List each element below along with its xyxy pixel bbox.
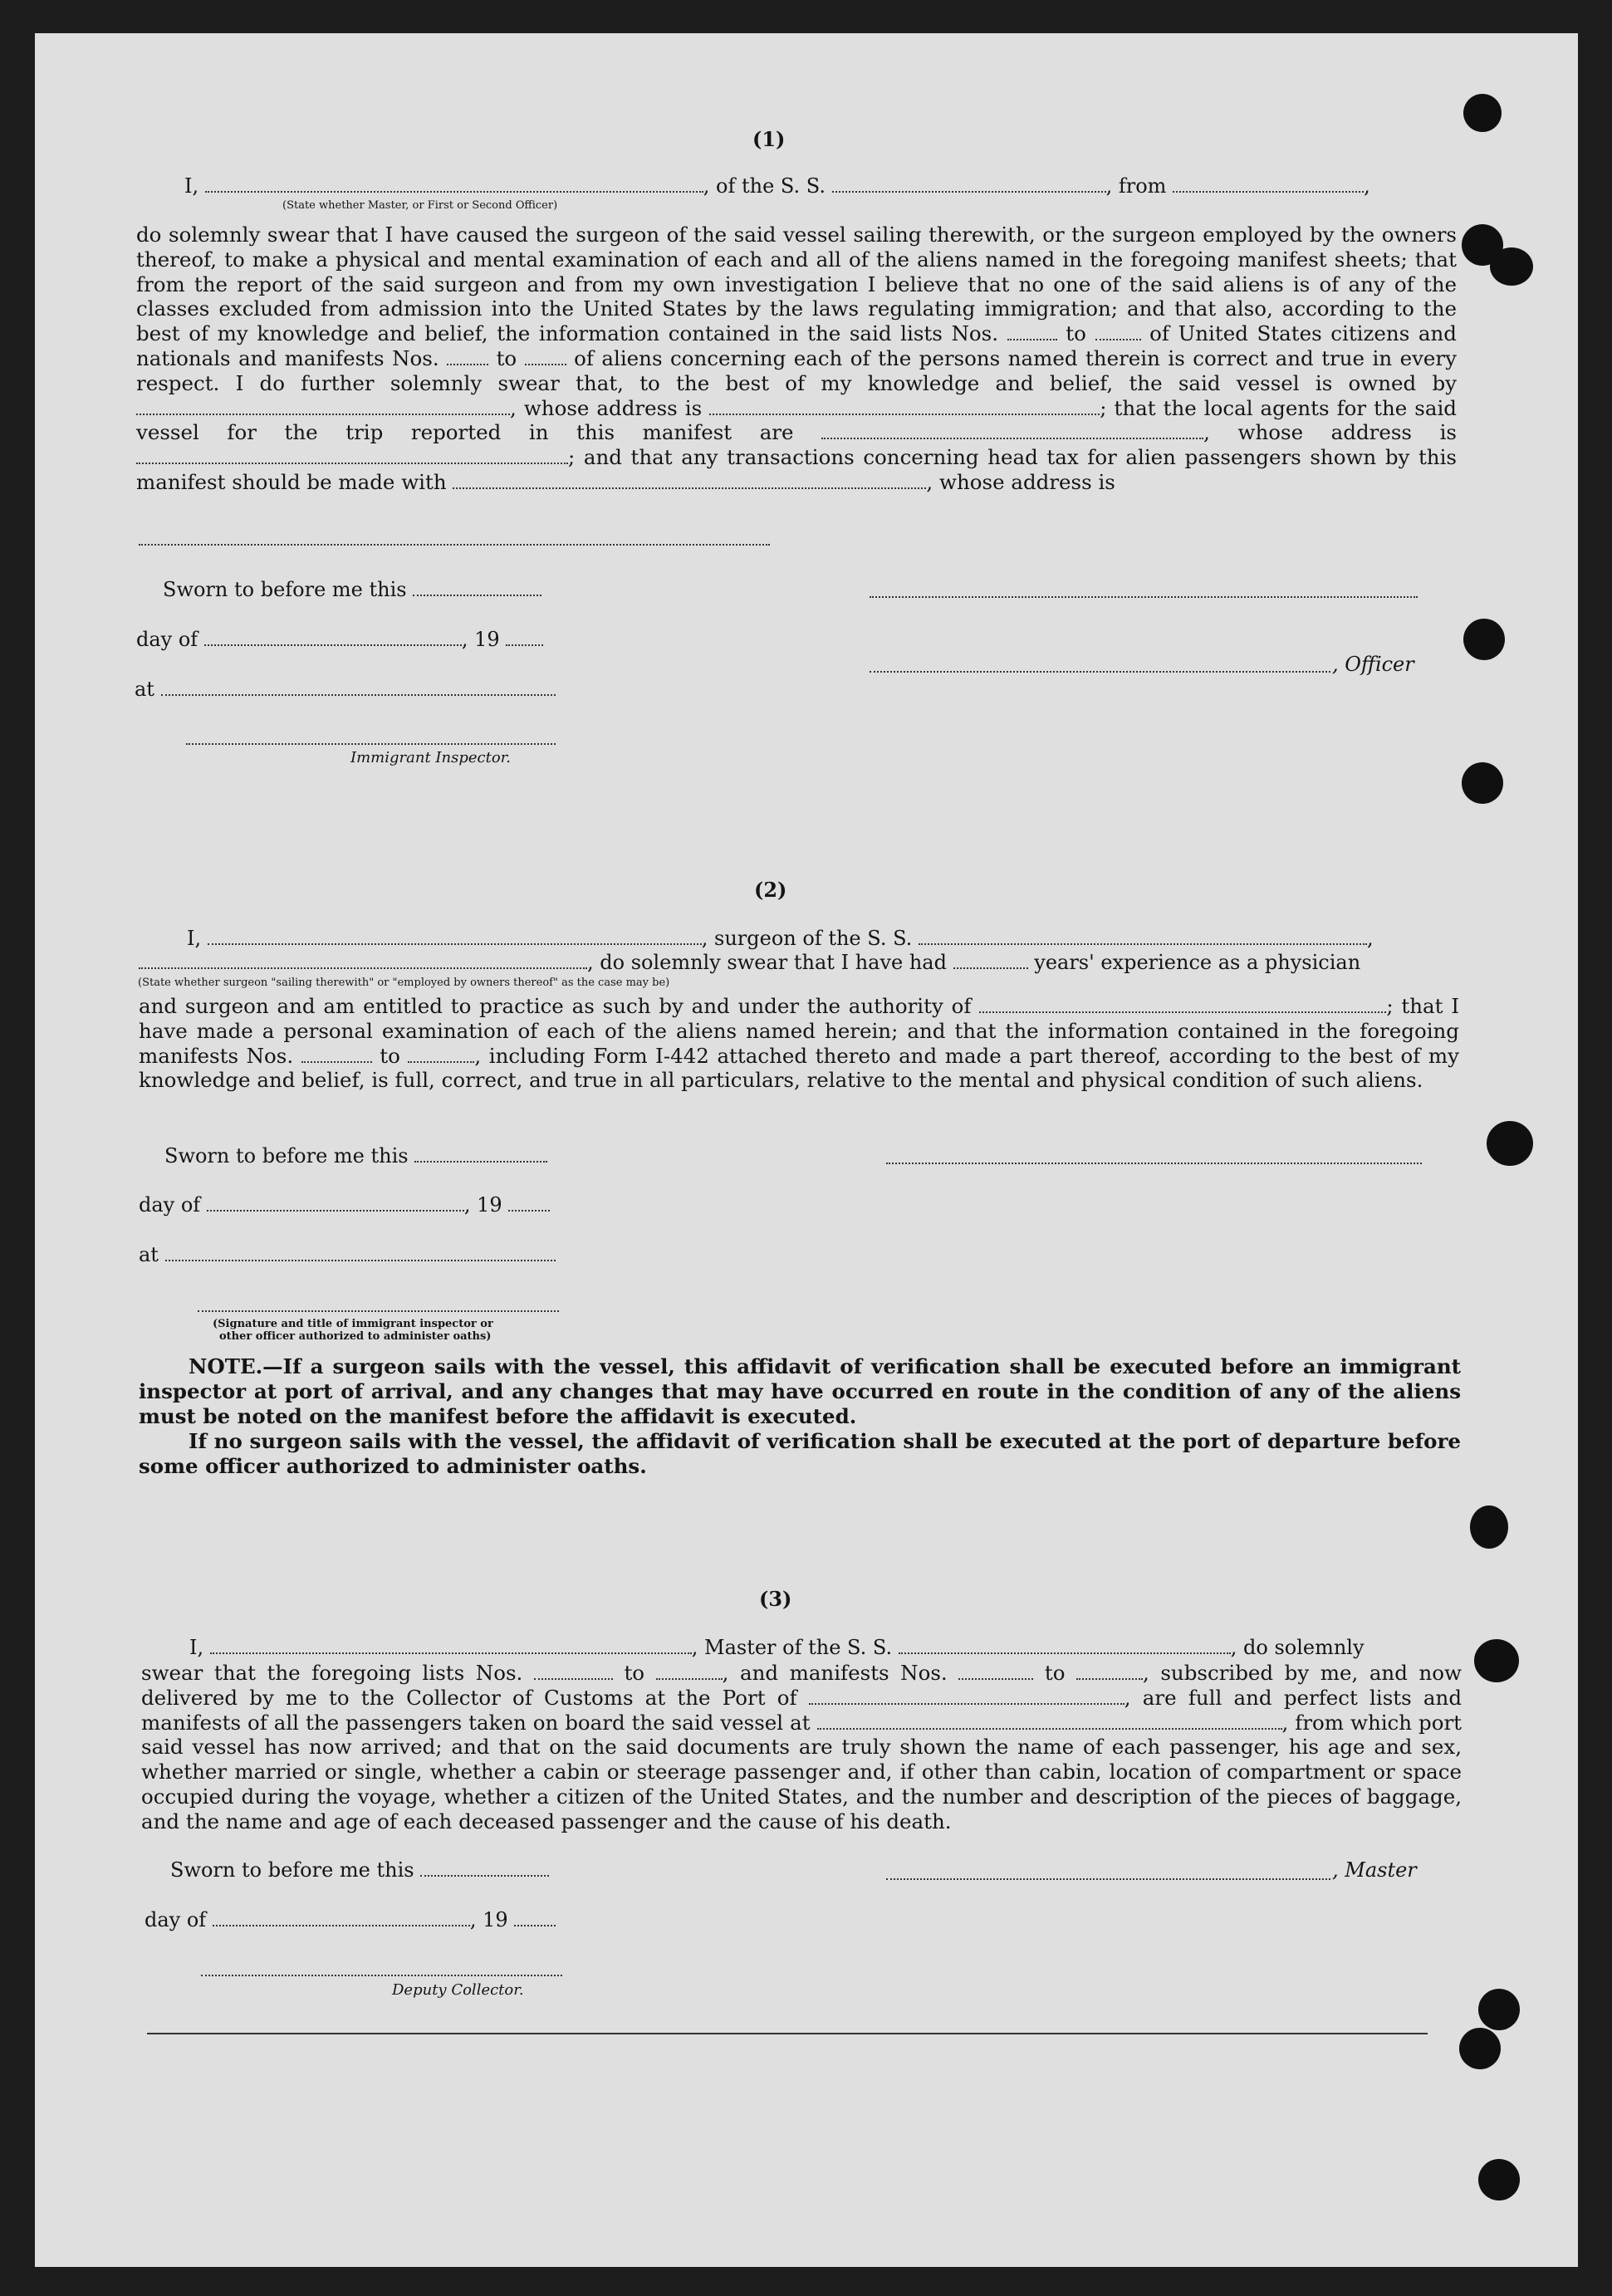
s1-body-text-5: ; and that any transactions concerning head tax for alien passengers shown by this manifest should be made with — [136, 445, 1457, 494]
s3-year-field[interactable] — [514, 1908, 556, 1926]
s3-sworn-line — [170, 1858, 549, 1882]
punch-hole — [1487, 1121, 1533, 1166]
s3-line1 — [189, 1636, 1365, 1660]
s2-body-text-2: that I have made a personal examination of each of the aliens named herein; and that the information contained in the foregoing manifests Nos. — [139, 994, 1460, 1068]
s1-body-text-3: of aliens concerning each of the persons named therein is correct and true in every respect. I do further solemnly swear that, to the best of my knowledge and belief, the said vessel is owned by — [136, 345, 1457, 395]
s3-day-line — [145, 1908, 556, 1932]
note-paragraph-2: If no surgeon sails with the vessel, the affidavit of verification shall be executed at the port of departure before some officer authorized to administer oaths. — [139, 1429, 1461, 1478]
note-text-1: —If a surgeon sails with the vessel, this affidavit of verification shall be executed before an immigrant inspector at port of arrival, and any changes that may have occurred en route in the condition of any of the aliens must be noted on the manifest before the affidavit is executed. — [139, 1354, 1461, 1428]
s3-sworn-day-field[interactable] — [420, 1858, 549, 1877]
s2-vessel-name-field[interactable] — [919, 927, 1367, 945]
s2-swear-label: , do solemnly swear that I have had — [587, 951, 947, 974]
s2-inspector-signature-line[interactable] — [198, 1310, 559, 1312]
s1-inspector-label: Immigrant Inspector. — [350, 749, 512, 766]
s2-at-line — [139, 1243, 556, 1267]
s1-local-agents-field[interactable] — [821, 421, 1203, 439]
s2-body — [139, 994, 1459, 1093]
s2-manifests-to-field[interactable] — [408, 1045, 474, 1063]
punch-hole — [1478, 1989, 1520, 2030]
s2-body-text-1: and surgeon and am entitled to practice as such by and under the authority of — [139, 994, 972, 1018]
s1-year-label: , 19 — [461, 628, 500, 651]
s1-manifests-to-field[interactable] — [525, 347, 566, 365]
s3-lists-to-field[interactable] — [656, 1662, 723, 1680]
s1-officer-signature-line[interactable] — [870, 596, 1418, 598]
s1-body-to-2: to — [496, 345, 517, 370]
s2-line2 — [139, 951, 1360, 975]
s1-officer-line[interactable] — [870, 671, 1330, 673]
s1-i-label: I, — [184, 174, 199, 198]
s2-type-instruction: (State whether surgeon "sailing therewith" or "employed by owners thereof" as the case may be) — [138, 977, 670, 989]
s1-body-address-label-2: , whose address is — [926, 469, 1115, 494]
s2-day-of-label: day of — [139, 1193, 201, 1217]
s1-officer-rank-field[interactable] — [205, 174, 703, 193]
s1-manifests-from-field[interactable] — [447, 347, 488, 365]
s1-rank-instruction: (State whether Master, or First or Second Officer) — [282, 199, 558, 212]
s3-body-text-5: , from which port said vessel has now arrived; and that on the said documents are truly shown the name of each passenger, his age and sex, whether married or single, whether a cabin or steerage passenger and, if other than cabin, location of compartment or space occupied during the voyage, whether a citizen of the United States, and the number and description of the pieces of baggage, and the name and age of each deceased passenger and the cause of his death. — [141, 1710, 1463, 1833]
s3-month-field[interactable] — [213, 1908, 470, 1926]
s1-line1 — [184, 174, 1370, 198]
section-3-number: (3) — [759, 1587, 792, 1611]
s2-sworn-label: Sworn to before me this — [164, 1144, 409, 1168]
s2-at-label: at — [139, 1243, 159, 1266]
s1-vessel-name-field[interactable] — [832, 174, 1106, 193]
s1-day-line — [136, 628, 543, 652]
punch-hole — [1459, 2028, 1501, 2069]
s2-sworn-day-field[interactable] — [414, 1144, 547, 1163]
s1-body-comma: , — [1203, 420, 1210, 445]
s3-year-label: , 19 — [469, 1908, 508, 1931]
s2-body-text-3: , including Form I-442 attached thereto and made a part thereof, according to the best of my knowledge and belief, is full, correct, and true in all particulars, relative to the mental and physical condition of such aliens. — [139, 1043, 1459, 1093]
s3-body-to-1: to — [624, 1661, 645, 1685]
s2-manifests-from-field[interactable] — [301, 1045, 372, 1063]
s1-body-text-4: that the local agents for the said vessel for the trip reported in this manifest are — [136, 395, 1457, 445]
s2-sig-caption-2: other officer authorized to administer oaths) — [219, 1330, 492, 1343]
s3-body-text-1: swear that the foregoing lists Nos. — [141, 1661, 523, 1685]
s3-body-text-2: , and manifests Nos. — [722, 1661, 948, 1685]
s2-authority-field[interactable] — [979, 995, 1386, 1013]
s1-from-label: , from — [1105, 174, 1167, 198]
document-page — [35, 33, 1578, 2267]
s3-master-sig-label: , Master — [1332, 1858, 1417, 1882]
s3-deputy-label: Deputy Collector. — [392, 1981, 524, 1999]
s2-sworn-line — [164, 1144, 547, 1168]
s2-body-semicolon: ; — [1386, 994, 1394, 1018]
s1-inspector-signature-line[interactable] — [186, 743, 556, 745]
s2-surgeon-label: , surgeon of the S. S. — [701, 927, 913, 950]
s3-i-label: I, — [189, 1636, 204, 1659]
s2-line1 — [187, 927, 1374, 951]
s2-day-line — [139, 1193, 550, 1217]
s1-lists-from-field[interactable] — [1007, 322, 1057, 340]
s2-surgeon-name-field[interactable] — [208, 927, 702, 945]
s3-body — [141, 1661, 1462, 1834]
s2-surgeon-type-field[interactable] — [139, 951, 587, 969]
s1-body — [136, 223, 1457, 495]
s2-years-field[interactable] — [953, 951, 1028, 969]
s3-body-text-3: , subscribed by me, and now delivered by me to the Collector of Customs at the Port of — [141, 1661, 1462, 1710]
s2-at-place-field[interactable] — [165, 1243, 556, 1261]
s1-body-text-1: do solemnly swear that I have caused the surgeon of the said vessel sailing therewith, or the surgeon employed by the owners thereof, to make a physical and mental examination of each and all of the aliens named in the foregoing manifest sheets; that from the report of the said surgeon and from my own investigation I believe that no one of the said aliens is of any of the classes excluded from admission into the United States by the laws regulating immigration; and that also, according to the best of my knowledge and belief, the information contained in the said lists Nos. — [136, 223, 1457, 346]
s2-years-label: years' experience as a physician — [1034, 951, 1361, 974]
s3-master-signature-line[interactable] — [886, 1878, 1330, 1880]
s1-sworn-day-field[interactable] — [413, 578, 541, 596]
s1-head-tax-address-field[interactable] — [139, 544, 770, 546]
punch-hole — [1474, 1639, 1519, 1682]
s2-sig-caption-1: (Signature and title of immigrant inspector or — [213, 1318, 493, 1330]
s1-year-field[interactable] — [506, 628, 543, 646]
s1-body-semicolon: ; — [1100, 395, 1107, 420]
s1-body-text-2: of United States citizens and nationals and manifests Nos. — [136, 321, 1457, 370]
s2-surgeon-signature-line[interactable] — [886, 1163, 1422, 1164]
bottom-rule — [147, 2033, 1428, 2034]
s2-body-to: to — [380, 1043, 400, 1068]
s3-deputy-signature-line[interactable] — [201, 1975, 562, 1976]
s3-manifests-from-field[interactable] — [958, 1662, 1033, 1680]
punch-hole — [1463, 619, 1505, 660]
section-1-number: (1) — [752, 127, 786, 151]
s2-i-label: I, — [187, 927, 202, 950]
s3-day-of-label: day of — [145, 1908, 207, 1931]
note-paragraph-1 — [139, 1354, 1461, 1428]
s3-body-text-4: , are full and perfect lists and manifests of all the passengers taken on board the said vessel at — [141, 1685, 1463, 1735]
punch-hole — [1462, 762, 1503, 804]
s2-month-field[interactable] — [207, 1193, 464, 1212]
s1-day-of-label: day of — [136, 628, 198, 651]
s1-line1-comma: , — [1364, 174, 1370, 198]
s3-sworn-label: Sworn to before me this — [170, 1858, 414, 1882]
s1-from-port-field[interactable] — [1173, 174, 1364, 193]
s3-port-field[interactable] — [809, 1687, 1124, 1705]
s1-owner-field[interactable] — [136, 397, 510, 415]
s2-line1-comma: , — [1366, 927, 1374, 950]
note-label: NOTE. — [189, 1354, 263, 1378]
s1-owner-address-field[interactable] — [709, 397, 1100, 415]
s1-at-label: at — [135, 678, 154, 701]
s3-master-name-field[interactable] — [210, 1636, 692, 1654]
s3-solemnly-label: , do solemnly — [1230, 1636, 1365, 1659]
s1-agents-address-field[interactable] — [136, 446, 568, 464]
punch-hole — [1490, 247, 1533, 286]
s1-officer-label: , Officer — [1332, 653, 1414, 676]
s2-year-label: , 19 — [463, 1193, 502, 1217]
s1-sworn-label: Sworn to before me this — [163, 578, 407, 601]
s3-manifests-to-field[interactable] — [1076, 1662, 1143, 1680]
s3-master-label: , Master of the S. S. — [691, 1636, 893, 1659]
s1-head-tax-agent-field[interactable] — [453, 471, 926, 489]
s3-lists-from-field[interactable] — [534, 1662, 613, 1680]
s3-vessel-name-field[interactable] — [899, 1636, 1231, 1654]
s1-body-address-label: , whose address is — [510, 395, 703, 420]
punch-hole — [1470, 1505, 1508, 1549]
s1-body-agents-address-label: whose address is — [1237, 420, 1457, 445]
s3-body-to-2: to — [1044, 1661, 1066, 1685]
s1-body-to-1: to — [1066, 321, 1086, 346]
s1-lists-to-field[interactable] — [1095, 322, 1141, 340]
s1-at-line — [135, 678, 556, 702]
s1-of-ss-label: , of the S. S. — [703, 174, 826, 198]
s3-embark-port-field[interactable] — [817, 1711, 1282, 1730]
s1-at-place-field[interactable] — [161, 678, 556, 696]
punch-hole — [1463, 94, 1502, 132]
s2-year-field[interactable] — [508, 1193, 550, 1212]
s1-sworn-line — [163, 578, 541, 602]
s1-month-field[interactable] — [204, 628, 462, 646]
section-2-number: (2) — [754, 878, 787, 902]
punch-hole — [1478, 2159, 1520, 2201]
